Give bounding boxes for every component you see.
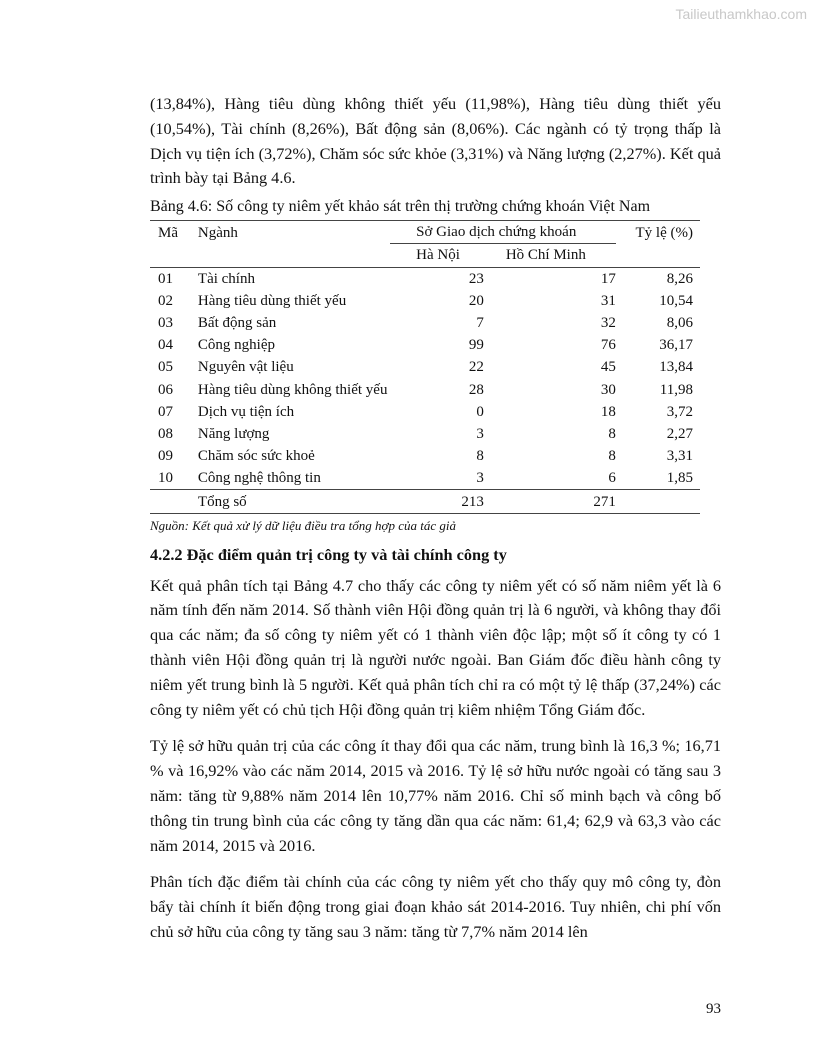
cell-sector: Hàng tiêu dùng thiết yếu bbox=[197, 292, 347, 309]
cell-ratio: 11,98 bbox=[659, 381, 693, 398]
header-hcm: Hồ Chí Minh bbox=[484, 244, 616, 267]
paragraph-governance: Kết quả phân tích tại Bảng 4.7 cho thấy các công ty niêm yết có số năm niêm yết là 6 năm tính đến năm 2014. Số thành viên Hội đồng quản trị là 6 người, và không thay đổi qua các năm; đa số công ty niêm yết có 1 thành viên độc lập; một số ít công ty có 1 thành viên Hội đồng quản trị là người nước ngoài. Ban Giám đốc điều hành công ty niêm yết trung bình là 5 người. Kết quả phân tích chỉ ra có một tỷ lệ thấp (37,24%) các công ty niêm yết có chủ tịch Hội đồng quản trị kiêm nhiệm Tổng Giám đốc. bbox=[150, 575, 721, 719]
cell-ratio: 2,27 bbox=[666, 425, 693, 442]
cell-hn: 20 bbox=[468, 292, 484, 309]
cell-sector: Bất động sản bbox=[197, 315, 277, 332]
intro-paragraph: (13,84%), Hàng tiêu dùng không thiết yếu (11,98%), Hàng tiêu dùng thiết yếu (10,54%), Tài chính (8,26%), Bất động sản (8,06%). Các ngành có tỷ trọng thấp là Dịch vụ tiện ích (3,72%), Chăm sóc sức khỏe (3,31%) và Năng lượng (2,27%). Kết quả trình bày tại Bảng 4.6. bbox=[150, 94, 721, 188]
header-sector: Ngành bbox=[198, 221, 390, 244]
cell-code: 01 bbox=[158, 270, 173, 287]
cell-sector: Tài chính bbox=[197, 270, 255, 287]
cell-code: 09 bbox=[158, 448, 173, 465]
cell-hn: 0 bbox=[476, 403, 484, 420]
page-content bbox=[150, 92, 721, 945]
table-caption: Bảng 4.6: Số công ty niêm yết khảo sát trên thị trường chứng khoán Việt Nam bbox=[150, 198, 651, 216]
cell-code: 03 bbox=[158, 315, 173, 332]
cell-hcm: 32 bbox=[600, 315, 616, 332]
table-row bbox=[150, 423, 700, 445]
cell-ratio: 8,06 bbox=[666, 315, 693, 332]
total-label: Tổng số bbox=[198, 490, 390, 513]
cell-ratio: 3,31 bbox=[666, 448, 693, 465]
cell-hcm: 18 bbox=[600, 403, 616, 420]
cell-hn: 23 bbox=[468, 270, 484, 287]
cell-code: 04 bbox=[158, 337, 173, 354]
cell-hcm: 6 bbox=[608, 470, 616, 487]
table-row bbox=[150, 334, 700, 356]
cell-hcm: 45 bbox=[600, 359, 616, 376]
table-row bbox=[150, 267, 700, 290]
cell-sector: Hàng tiêu dùng không thiết yếu bbox=[197, 381, 388, 398]
header-ratio: Tỷ lệ (%) bbox=[616, 221, 700, 244]
cell-hn: 7 bbox=[476, 315, 484, 332]
cell-sector: Công nghiệp bbox=[197, 337, 275, 354]
cell-ratio: 8,26 bbox=[666, 270, 693, 287]
cell-sector: Chăm sóc sức khoẻ bbox=[197, 448, 315, 465]
cell-hcm: 76 bbox=[600, 337, 616, 354]
cell-code: 10 bbox=[158, 470, 173, 487]
cell-hn: 99 bbox=[468, 337, 484, 354]
cell-code: 07 bbox=[158, 403, 173, 420]
table-row bbox=[150, 290, 700, 312]
cell-ratio: 10,54 bbox=[659, 292, 693, 309]
cell-ratio: 3,72 bbox=[666, 403, 693, 420]
header-code: Mã bbox=[150, 221, 198, 244]
total-hcm: 271 bbox=[484, 490, 616, 513]
cell-sector: Năng lượng bbox=[197, 425, 270, 442]
cell-hn: 22 bbox=[468, 359, 484, 376]
cell-sector: Công nghệ thông tin bbox=[197, 470, 321, 487]
header-exchange: Sở Giao dịch chứng khoán bbox=[390, 221, 616, 244]
cell-ratio: 13,84 bbox=[659, 359, 693, 376]
cell-hn: 3 bbox=[476, 425, 484, 442]
header-hanoi: Hà Nội bbox=[390, 244, 484, 267]
section-heading: 4.2.2 Đặc điểm quản trị công ty và tài chính công ty bbox=[150, 544, 507, 564]
cell-hn: 28 bbox=[468, 381, 484, 398]
cell-sector: Dịch vụ tiện ích bbox=[197, 403, 295, 420]
table-row bbox=[150, 445, 700, 467]
cell-hcm: 30 bbox=[600, 381, 616, 398]
cell-sector: Nguyên vật liệu bbox=[197, 359, 294, 376]
table-row bbox=[150, 467, 700, 490]
cell-hcm: 8 bbox=[608, 448, 616, 465]
cell-code: 08 bbox=[158, 425, 173, 442]
total-hanoi: 213 bbox=[390, 490, 484, 513]
table-row bbox=[150, 312, 700, 334]
table-source: Nguồn: Kết quả xử lý dữ liệu điều tra tổng hợp của tác giả bbox=[150, 517, 456, 533]
cell-code: 02 bbox=[158, 292, 173, 309]
table-row bbox=[150, 401, 700, 423]
listed-companies-table bbox=[150, 220, 700, 513]
watermark: Tailieuthamkhao.com bbox=[675, 6, 807, 22]
paragraph-ownership: Tỷ lệ sở hữu quản trị của các công ít thay đổi qua các năm, trung bình là 16,3 %; 16,71 % và 16,92% vào các năm 2014, 2015 và 2016. Tỷ lệ sở hữu nước ngoài có tăng sau 3 năm: tăng từ 9,88% năm 2014 lên 10,77% năm 2016. Chỉ số minh bạch và công bố thông tin trung bình của các công ty tăng dần qua các năm: 61,4; 62,9 và 63,3 vào các năm 2014, 2015 và 2016. bbox=[150, 736, 721, 855]
table-row bbox=[150, 356, 700, 378]
cell-code: 06 bbox=[158, 381, 173, 398]
cell-hn: 3 bbox=[476, 470, 484, 487]
page-number: 93 bbox=[706, 1001, 721, 1017]
cell-hcm: 17 bbox=[600, 270, 616, 287]
cell-hcm: 8 bbox=[608, 425, 616, 442]
cell-ratio: 1,85 bbox=[666, 470, 693, 487]
paragraph-financial: Phân tích đặc điểm tài chính của các công ty niêm yết cho thấy quy mô công ty, đòn bẩy tài chính ít biến động trong giai đoạn khảo sát 2014-2016. Tuy nhiên, chi phí vốn chủ sở hữu của công ty tăng sau 3 năm: tăng từ 7,7% năm 2014 lên bbox=[150, 872, 721, 941]
cell-ratio: 36,17 bbox=[659, 337, 693, 354]
cell-hcm: 31 bbox=[600, 292, 616, 309]
cell-code: 05 bbox=[158, 359, 173, 376]
table-row bbox=[150, 379, 700, 401]
cell-hn: 8 bbox=[476, 448, 484, 465]
